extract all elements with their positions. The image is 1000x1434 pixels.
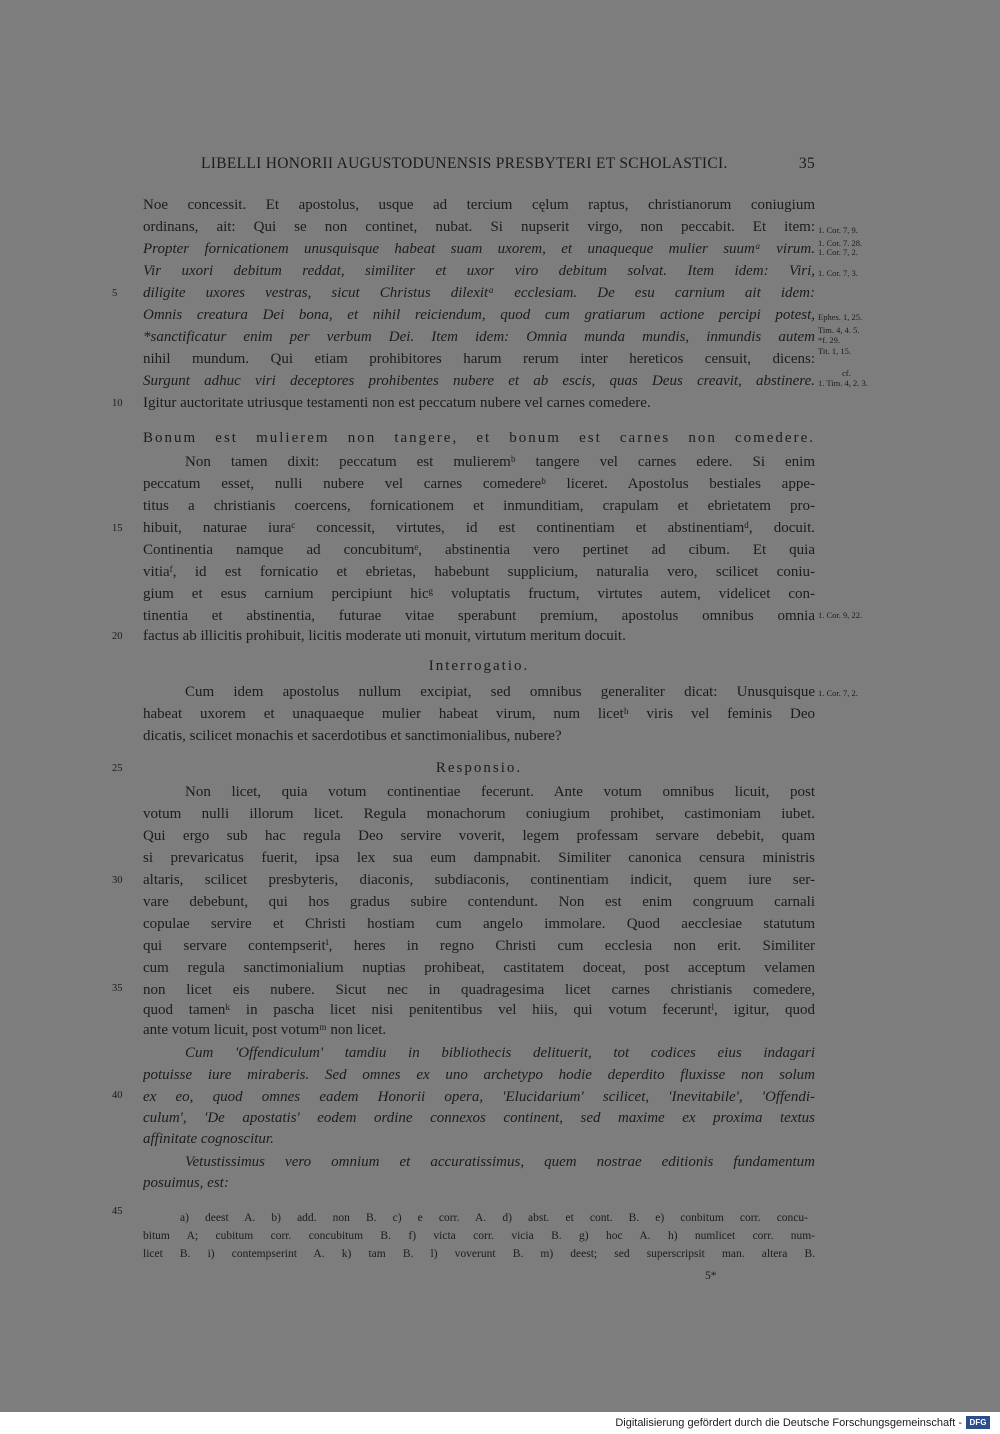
- text-line: Propter fornicationem unusquisque habeat suam uxorem, et unaqueque mulier suumᵃ virum.: [143, 241, 815, 257]
- line-number: 35: [112, 983, 123, 994]
- margin-reference: 1. Cor. 7, 3.: [818, 268, 858, 278]
- text-line: ante votum licuit, post votumᵐ non licet.: [143, 1022, 387, 1038]
- text-line: potuisse iure miraberis. Sed omnes ex uno archetypo hodie deperdito fluxisse non solum: [143, 1067, 815, 1083]
- margin-reference: *f. 29.: [818, 335, 840, 345]
- text-line: votum nulli illorum licet. Regula monachorum coniugium prohibet, castimoniam iubet.: [143, 806, 815, 822]
- text-line: tinentia et abstinentia, futurae vitae sperabunt premium, apostolus omnibus omnia: [143, 608, 815, 624]
- text-line: titus a christianis coercens, fornicationem et inmunditiam, crapulam et ebrietatem pro-: [143, 498, 815, 514]
- text-line: Vetustissimus vero omnium et accuratissimus, quem nostrae editionis fundamentum: [185, 1154, 815, 1170]
- line-number: 15: [112, 523, 123, 534]
- text-line: Noe concessit. Et apostolus, usque ad tercium cęlum raptus, christianorum coniugium: [143, 197, 815, 213]
- text-line: Non licet, quia votum continentiae fecerunt. Ante votum omnibus licuit, post: [185, 784, 815, 800]
- text-line: factus ab illicitis prohibuit, licitis moderate uti monuit, virtutum meritum docuit.: [143, 628, 626, 644]
- page-number: 35: [798, 155, 815, 172]
- footnote-line: licet B. i) contempserint A. k) tam B. l) voverunt B. m) deest; sed superscripsit man. altera B.: [143, 1248, 815, 1260]
- text-line: hibuit, naturae iuraᶜ concessit, virtutes, id est continentiam et abstinentiamᵈ, docuit.: [143, 520, 815, 536]
- footnote-line: a) deest A. b) add. non B. c) e corr. A. d) abst. et cont. B. e) conbitum corr. concu-: [180, 1212, 808, 1224]
- text-line: vare debebunt, qui hos gradus subire contendunt. Non est enim congruum carnali: [143, 894, 815, 910]
- text-line: non licet eis nubere. Sicut nec in quadragesima licet carnes christianis comedere,: [143, 982, 815, 998]
- line-number: 30: [112, 875, 123, 886]
- footnote-line: bitum A; cubitum corr. concubitum B. f) victa corr. vicia B. g) hoc A. h) numlicet corr. num-: [143, 1230, 815, 1242]
- margin-reference: cf.: [842, 368, 851, 378]
- margin-reference: 1. Cor. 7, 2.: [818, 688, 858, 698]
- line-number: 25: [112, 763, 123, 774]
- margin-reference: 1. Cor. 7. 28.: [818, 238, 863, 248]
- line-number: 45: [112, 1206, 123, 1217]
- text-line: Continentia namque ad concubitumᵉ, abstinentia vero pertinet ad cibum. Et quia: [143, 542, 815, 558]
- margin-reference: Tim. 4, 4. 5.: [818, 325, 860, 335]
- footer-bar: [0, 1412, 1000, 1434]
- text-line: dicatis, scilicet monachis et sacerdotibus et sanctimonialibus, nubere?: [143, 728, 562, 744]
- text-line: Non tamen dixit: peccatum est mulieremᵇ tangere vel carnes edere. Si enim: [185, 454, 815, 470]
- text-line: Cum idem apostolus nullum excipiat, sed omnibus generaliter dicat: Unusquisque: [185, 684, 815, 700]
- text-line: gium et esus carnium percipiunt hicᵍ voluptatis fructum, virtutes autem, videlicet con-: [143, 586, 815, 602]
- text-line: Cum 'Offendiculum' tamdiu in bibliothecis delituerit, tot codices eius indagari: [185, 1045, 815, 1061]
- text-line: culum', 'De apostatis' eodem ordine connexos continent, sed maxime ex proxima textus: [143, 1110, 815, 1126]
- text-line: vitiaᶠ, id est fornicatio et ebrietas, habebunt supplicium, naturalia vero, scilicet coniu-: [143, 564, 815, 580]
- text-line: quod tamenᵏ in pascha licet nisi penitentibus vel hiis, qui votum feceruntˡ, igitur, quod: [143, 1002, 815, 1018]
- text-line: qui servare contempseritⁱ, heres in regno Christi cum ecclesia non erit. Similiter: [143, 938, 815, 954]
- text-line: ex eo, quod omnes eadem Honorii opera, 'Elucidarium' scilicet, 'Inevitabile', 'Offendi-: [143, 1089, 815, 1105]
- margin-reference: Tit. 1, 15.: [818, 346, 851, 356]
- line-number: 20: [112, 631, 123, 642]
- text-line: *sanctificatur enim per verbum Dei. Item idem: Omnia munda mundis, inmundis autem: [143, 329, 815, 345]
- text-line: diligite uxores vestras, sicut Christus dilexitᵃ ecclesiam. De esu carnium ait idem:: [143, 285, 815, 301]
- section-heading: Bonum est mulierem non tangere, et bonum est carnes non comedere.: [143, 430, 815, 446]
- text-line: cum regula sanctimonialium nuptias prohibeat, castitatem doceat, post acceptum velamen: [143, 960, 815, 976]
- header-title: LIBELLI HONORII AUGUSTODUNENSIS PRESBYTERI ET SCHOLASTICI.: [201, 155, 728, 172]
- text-line: Qui ergo sub hac regula Deo servire voverit, legem professam servare debebit, quam: [143, 828, 815, 844]
- line-number: 5: [112, 288, 118, 299]
- margin-reference: Ephes. 1, 25.: [818, 312, 863, 322]
- footer-text: Digitalisierung gefördert durch die Deutsche Forschungsgemeinschaft -: [615, 1417, 962, 1429]
- line-number: 40: [112, 1090, 123, 1101]
- section-heading: Responsio.: [435, 760, 523, 776]
- text-line: ordinans, ait: Qui se non continet, nubat. Si nupserit virgo, non peccabit. Et item:: [143, 219, 815, 235]
- section-heading: Interrogatio.: [428, 658, 530, 674]
- text-line: nihil mundum. Qui etiam prohibitores harum rerum inter hereticos censuit, dicens:: [143, 351, 815, 367]
- text-line: copulae servire et Christi hostiam cum angelo immolare. Quod aecclesiae statutum: [143, 916, 815, 932]
- line-number: 10: [112, 398, 123, 409]
- dfg-logo: DFG: [966, 1416, 990, 1429]
- margin-reference: 1. Cor. 7, 9.: [818, 225, 858, 235]
- text-line: si prevaricatus fuerit, ipsa lex sua eum dampnabit. Similiter canonica censura ministris: [143, 850, 815, 866]
- margin-reference: 1. Tim. 4, 2. 3.: [818, 378, 868, 388]
- signature-mark: 5*: [705, 1270, 717, 1282]
- text-line: Surgunt adhuc viri deceptores prohibentes nubere et ab escis, quas Deus creavit, abstinere.: [143, 373, 815, 389]
- margin-reference: 1. Cor. 9, 22.: [818, 610, 863, 620]
- text-line: posuimus, est:: [143, 1175, 229, 1191]
- text-line: Omnis creatura Dei bona, et nihil reiciendum, quod cum gratiarum actione percipi potest,: [143, 307, 815, 323]
- text-line: habeat uxorem et unaquaeque mulier habeat virum, num licetʰ viris vel feminis Deo: [143, 706, 815, 722]
- text-line: Vir uxori debitum reddat, similiter et uxor viro debitum solvat. Item idem: Viri,: [143, 263, 815, 279]
- text-line: altaris, scilicet presbyteris, diaconis, subdiaconis, continentiam indicit, quem iure ser-: [143, 872, 815, 888]
- text-line: peccatum esset, nulli nubere vel carnes comedereᵇ liceret. Apostolus bestiales appe-: [143, 476, 815, 492]
- text-line: Igitur auctoritate utriusque testamenti non est peccatum nubere vel carnes comedere.: [143, 395, 651, 411]
- text-line: affinitate cognoscitur.: [143, 1131, 274, 1147]
- margin-reference: 1. Cor. 7, 2.: [818, 247, 858, 257]
